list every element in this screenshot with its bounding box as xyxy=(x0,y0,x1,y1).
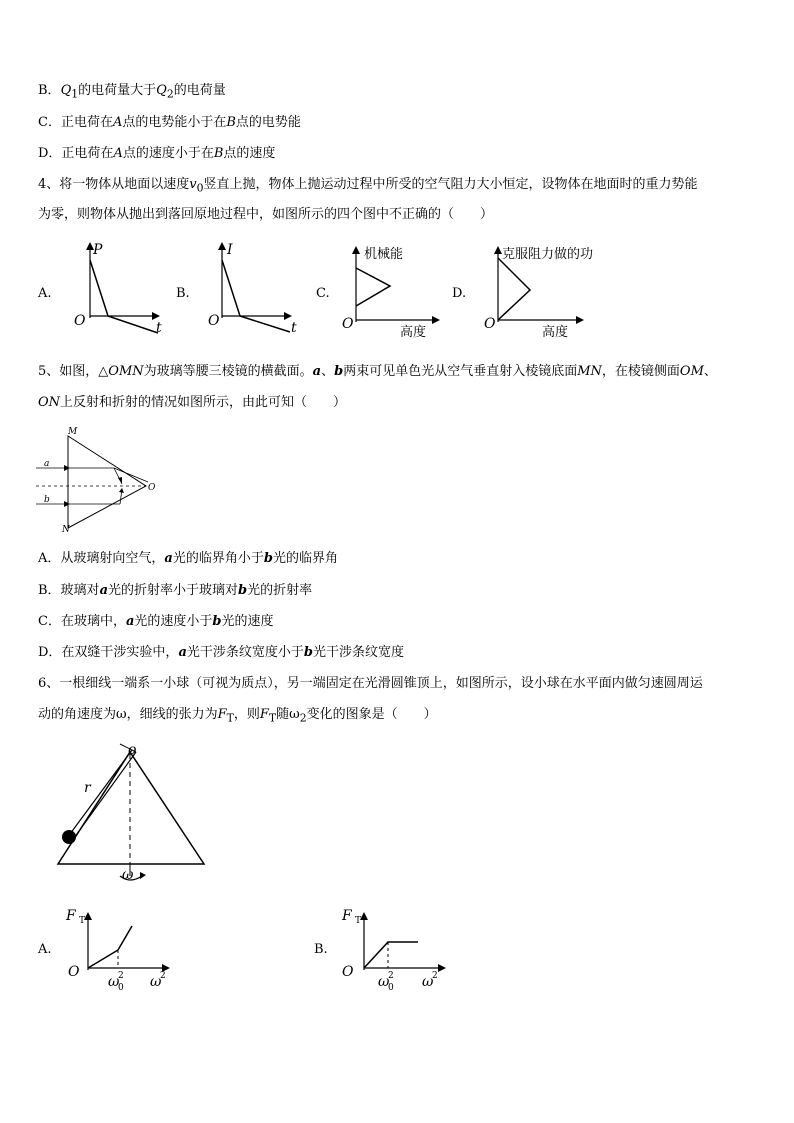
q6-graph-a xyxy=(62,904,182,994)
q6-graph-b xyxy=(338,904,458,994)
q4-graph-b-label: B. xyxy=(176,286,190,301)
q3-option-b: B．$Q_1$的电荷量大于$Q_2$的电荷量 xyxy=(38,83,226,101)
q6-graph-b-x0: ω xyxy=(378,974,390,990)
q6-graph-a-x0-sub: 0 xyxy=(118,983,124,993)
q3-option-d: D．正电荷在A点的速度小于在B点的速度 xyxy=(38,146,276,161)
q4-graph-c xyxy=(338,242,448,342)
q6-graph-b-origin: O xyxy=(342,964,354,980)
q6-graph-a-ylabel: F xyxy=(66,908,76,924)
q4-graph-a-label: A. xyxy=(38,286,52,301)
q5-option-c: C．在玻璃中，a光的速度小于b光的速度 xyxy=(38,614,274,629)
q4-stem-line1: 4、将一物体从地面以速度$v_0$竖直上抛，物体上抛运动过程中所受的空气阻力大小恒定，设物体在地面时的重力势能 xyxy=(38,177,698,195)
q6-label-omega: ω xyxy=(122,867,134,883)
q6-cone-figure xyxy=(56,742,216,882)
q4-graph-b-origin: O xyxy=(208,313,220,329)
q6-graph-b-x0-sub: 0 xyxy=(388,983,394,993)
q6-graph-b-x: ω xyxy=(422,974,434,990)
q5-option-a: A．从玻璃射向空气，a光的临界角小于b光的临界角 xyxy=(38,551,338,566)
q4-graph-c-origin: O xyxy=(342,316,354,332)
q4-stem-line2: 为零，则物体从抛出到落回原地过程中，如图所示的四个图中不正确的（ ） xyxy=(38,207,494,222)
q6-label-o: o xyxy=(128,742,137,758)
q5-option-b: B．玻璃对a光的折射率小于玻璃对b光的折射率 xyxy=(38,583,313,598)
q4-graph-c-label: C. xyxy=(316,286,330,301)
q4-graph-a-origin: O xyxy=(74,313,86,329)
q4-graph-d-xlabel: 高度 xyxy=(542,325,569,340)
q4-graph-d-label: D. xyxy=(452,286,467,301)
q6-graph-a-label: A. xyxy=(38,942,52,957)
q4-graph-c-ylabel: 机械能 xyxy=(364,247,404,262)
q6-graph-b-x-sup: 2 xyxy=(432,971,438,981)
q6-label-r: r xyxy=(84,780,91,796)
q5-prism-figure xyxy=(36,424,166,534)
q4-graph-d xyxy=(480,242,610,342)
q6-graph-a-x0-sup: 2 xyxy=(118,971,124,981)
q6-stem-line1: 6、一根细线一端系一小球（可视为质点），另一端固定在光滑圆锥顶上，如图所示，设小球在水平面内做匀速圆周运 xyxy=(38,676,703,691)
q3-option-c: C．正电荷在A点的电势能小于在B点的电势能 xyxy=(38,115,301,130)
q5-label-b: b xyxy=(44,495,50,505)
q4-graph-a-xlabel: t xyxy=(156,320,162,336)
q6-graph-b-ylabel: F xyxy=(342,908,352,924)
q5-label-m: M xyxy=(68,427,78,437)
q4-graph-b-xlabel: t xyxy=(291,320,297,336)
q5-label-n: N xyxy=(62,525,70,535)
q4-graph-a-ylabel: P xyxy=(93,242,103,258)
q6-graph-a-origin: O xyxy=(68,964,80,980)
q4-graph-b xyxy=(198,240,308,340)
q4-graph-a xyxy=(66,240,176,340)
q4-graph-d-origin: O xyxy=(484,316,496,332)
q6-graph-a-x: ω xyxy=(150,974,162,990)
q6-graph-a-ylabel-sub: T xyxy=(79,916,86,926)
q5-stem-line1: 5、如图，△OMN为玻璃等腰三棱镜的横截面。a、b两束可见单色光从空气垂直射入棱镜底面MN，在棱镜侧面OM、 xyxy=(38,364,717,379)
q6-graph-b-label: B. xyxy=(314,942,328,957)
q5-stem-line2: ON上反射和折射的情况如图所示，由此可知（ ） xyxy=(38,395,347,410)
q4-graph-c-xlabel: 高度 xyxy=(400,325,427,340)
q6-graph-a-x-sup: 2 xyxy=(160,971,166,981)
q5-label-o: O xyxy=(148,483,156,493)
q5-label-a: a xyxy=(44,459,50,469)
q5-option-d: D．在双缝干涉实验中，a光干涉条纹宽度小于b光干涉条纹宽度 xyxy=(38,645,404,660)
q4-graph-b-ylabel: I xyxy=(227,242,233,258)
q4-graph-d-ylabel: 克服阻力做的功 xyxy=(502,247,594,262)
q6-graph-b-x0-sup: 2 xyxy=(388,971,394,981)
q6-stem-line2: 动的角速度为ω，细线的张力为$F_T$，则$F_T$随$\omega_2$变化的图象是（ ） xyxy=(38,707,437,725)
q6-graph-b-ylabel-sub: T xyxy=(355,916,362,926)
q6-graph-a-x0: ω xyxy=(108,974,120,990)
